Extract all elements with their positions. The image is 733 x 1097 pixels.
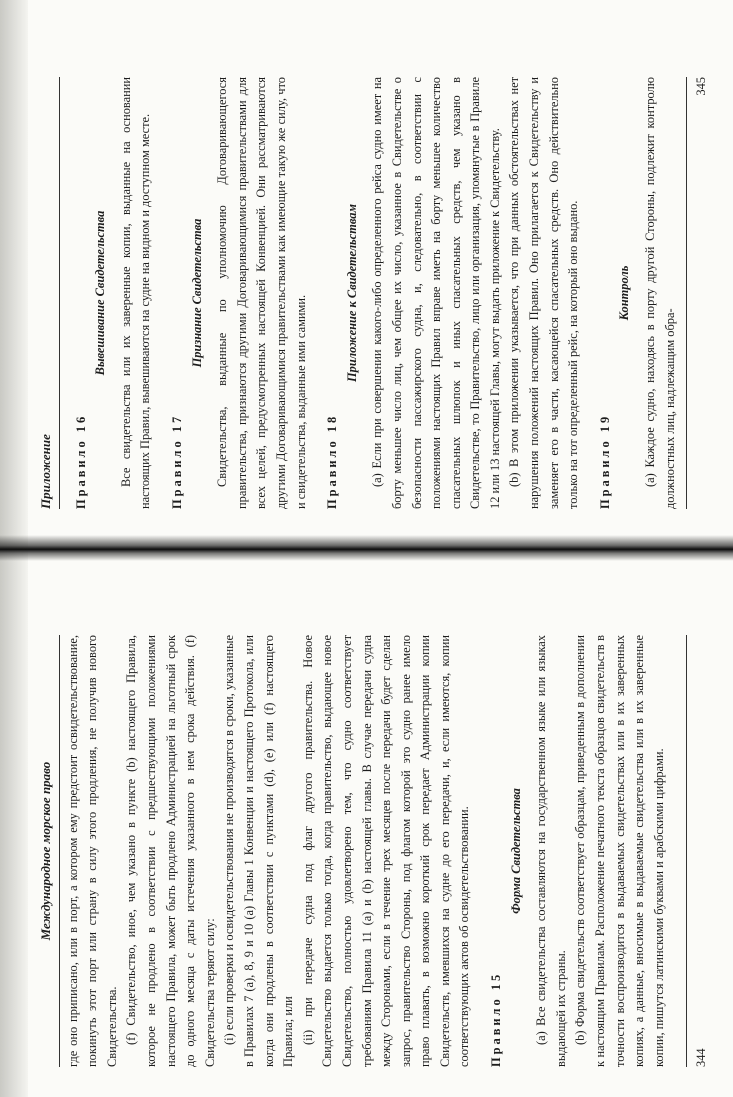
running-head: Международное морское право	[36, 635, 60, 1067]
rule-heading: Правило 19	[597, 413, 612, 509]
right-page-body	[36, 77, 708, 509]
paragraph: (a) Все свидетельства составляются на государственном языке или языках выдающей их страны.	[534, 635, 568, 1067]
book-binding-gutter	[0, 535, 733, 561]
rule-subheading: Форма Свидетельства	[508, 788, 523, 914]
rule-heading: Правило 15	[489, 971, 504, 1067]
paragraph: (a) Каждое судно, находясь в порту другой Стороны, подлежит контролю должностных лиц, надлежащим обра-	[643, 77, 677, 509]
paragraph: (b) В этом приложении указывается, что при данных обстоятельствах нет нарушения положений настоящих Правил. Оно прилагается к Свидетельству и заменяет его в части, касающейся спасательных средств. Оно действительно только на тот определенный рейс, на который оно выдано.	[507, 77, 581, 509]
page-number: 344	[694, 1048, 708, 1067]
paragraph: (i) если проверки и освидетельствования не производятся в сроки, указанные в Правилах 7 (a), 8, 9 и 10 (a) Главы 1 Конвенции и настоящего Протокола, или когда они продлены в соответствии с пунктами (d), (e) или (f) настоящего Правила; или	[222, 635, 296, 1067]
rule-subheading: Приложение к Свидетельствам	[344, 204, 359, 382]
rule-heading: Правило 17	[169, 413, 184, 509]
rule-heading: Правило 18	[325, 413, 340, 509]
paragraph: где оно приписано, или в порт, а котором ему предстоит освидетельствование, покинуть этот порт или страну в силу этого продления, не получив нового Свидетельства.	[65, 635, 119, 1067]
rule-subheading: Вывешивание Свидетельства	[93, 210, 108, 376]
paragraph: (a) Если при совершении какого-либо определенного рейса судно имеет на борту меньшее число лиц, чем общее их число, указанное в Свидетельстве о безопасности пассажирского судна, и, следовательно, в соответствии с положениями настоящих Правил вправе иметь на борту меньшее количество спасательных шлюпок и иных спасательных средств, чем указано в Свидетельстве, то Правительство, лицо или организация, упомянутые в Правиле 12 или 13 настоящей Главы, могут выдать приложение к Свидетельству.	[370, 77, 502, 509]
paragraph: (b) Форма свидетельств соответствует образцам, приведенным в дополнении к настоящим Правилам. Расположение печатного текста образцов свидетельств в точности воспроизводится в выдаваемых свидетельствах или в их заверенных копиях, а данные, вносимые в выдаваемые свидетельства или в их заверенные копии, пишутся латинскими буквами и арабскими цифрами.	[573, 635, 666, 1067]
rule-subheading: Контроль	[617, 265, 632, 321]
paragraph: Свидетельства, выданные по уполномочию Договаривающегося правительства, признаются другими Договаривающимися правительствами для всех целей, предусмотренных настоящей Конвенцией. Они рассматриваются другими Договаривающимися правительствами как имеющие такую же силу, что и свидетельства, выданные ими самими.	[215, 77, 308, 509]
rule-heading: Правило 16	[73, 413, 88, 509]
rule-subheading: Признание Свидетельства	[189, 218, 204, 368]
paragraph: (ii) при передаче судна под флаг другого правительства. Новое Свидетельство выдается только тогда, когда правительство, выдающее новое Свидетельство, полностью удовлетворено тем, что судно соответствует требованиям Правила 11 (a) и (b) настоящей главы. В случае передачи судна между Сторонами, если в течение трех месяцев после передачи будет сделан запрос, правительство Стороны, под флагом которой это судно ранее имело право плавать, в возможно короткий срок передает Администрации копии Свидетельств, имевшихся на судне до его передачи, и, если имеются, копии соответствующих актов об освидетельствовании.	[300, 635, 472, 1067]
running-head: Приложение	[36, 77, 60, 509]
paragraph: Все свидетельства или их заверенные копии, выданные на основании настоящих Правил, вывешиваются на судне на видном и доступном месте.	[118, 77, 153, 509]
folio-rule	[686, 77, 687, 509]
paragraph: (f) Свидетельство, иное, чем указано в пункте (b) настоящего Правила, которое не продлено в соответствии с предшествующими положениями настоящего Правила, может быть продлено Администрацией на льготный срок до одного месяца с даты истечения указанного в нем срока действия. (f) Свидетельства теряют силу:	[124, 635, 217, 1067]
page-number: 345	[694, 77, 708, 96]
